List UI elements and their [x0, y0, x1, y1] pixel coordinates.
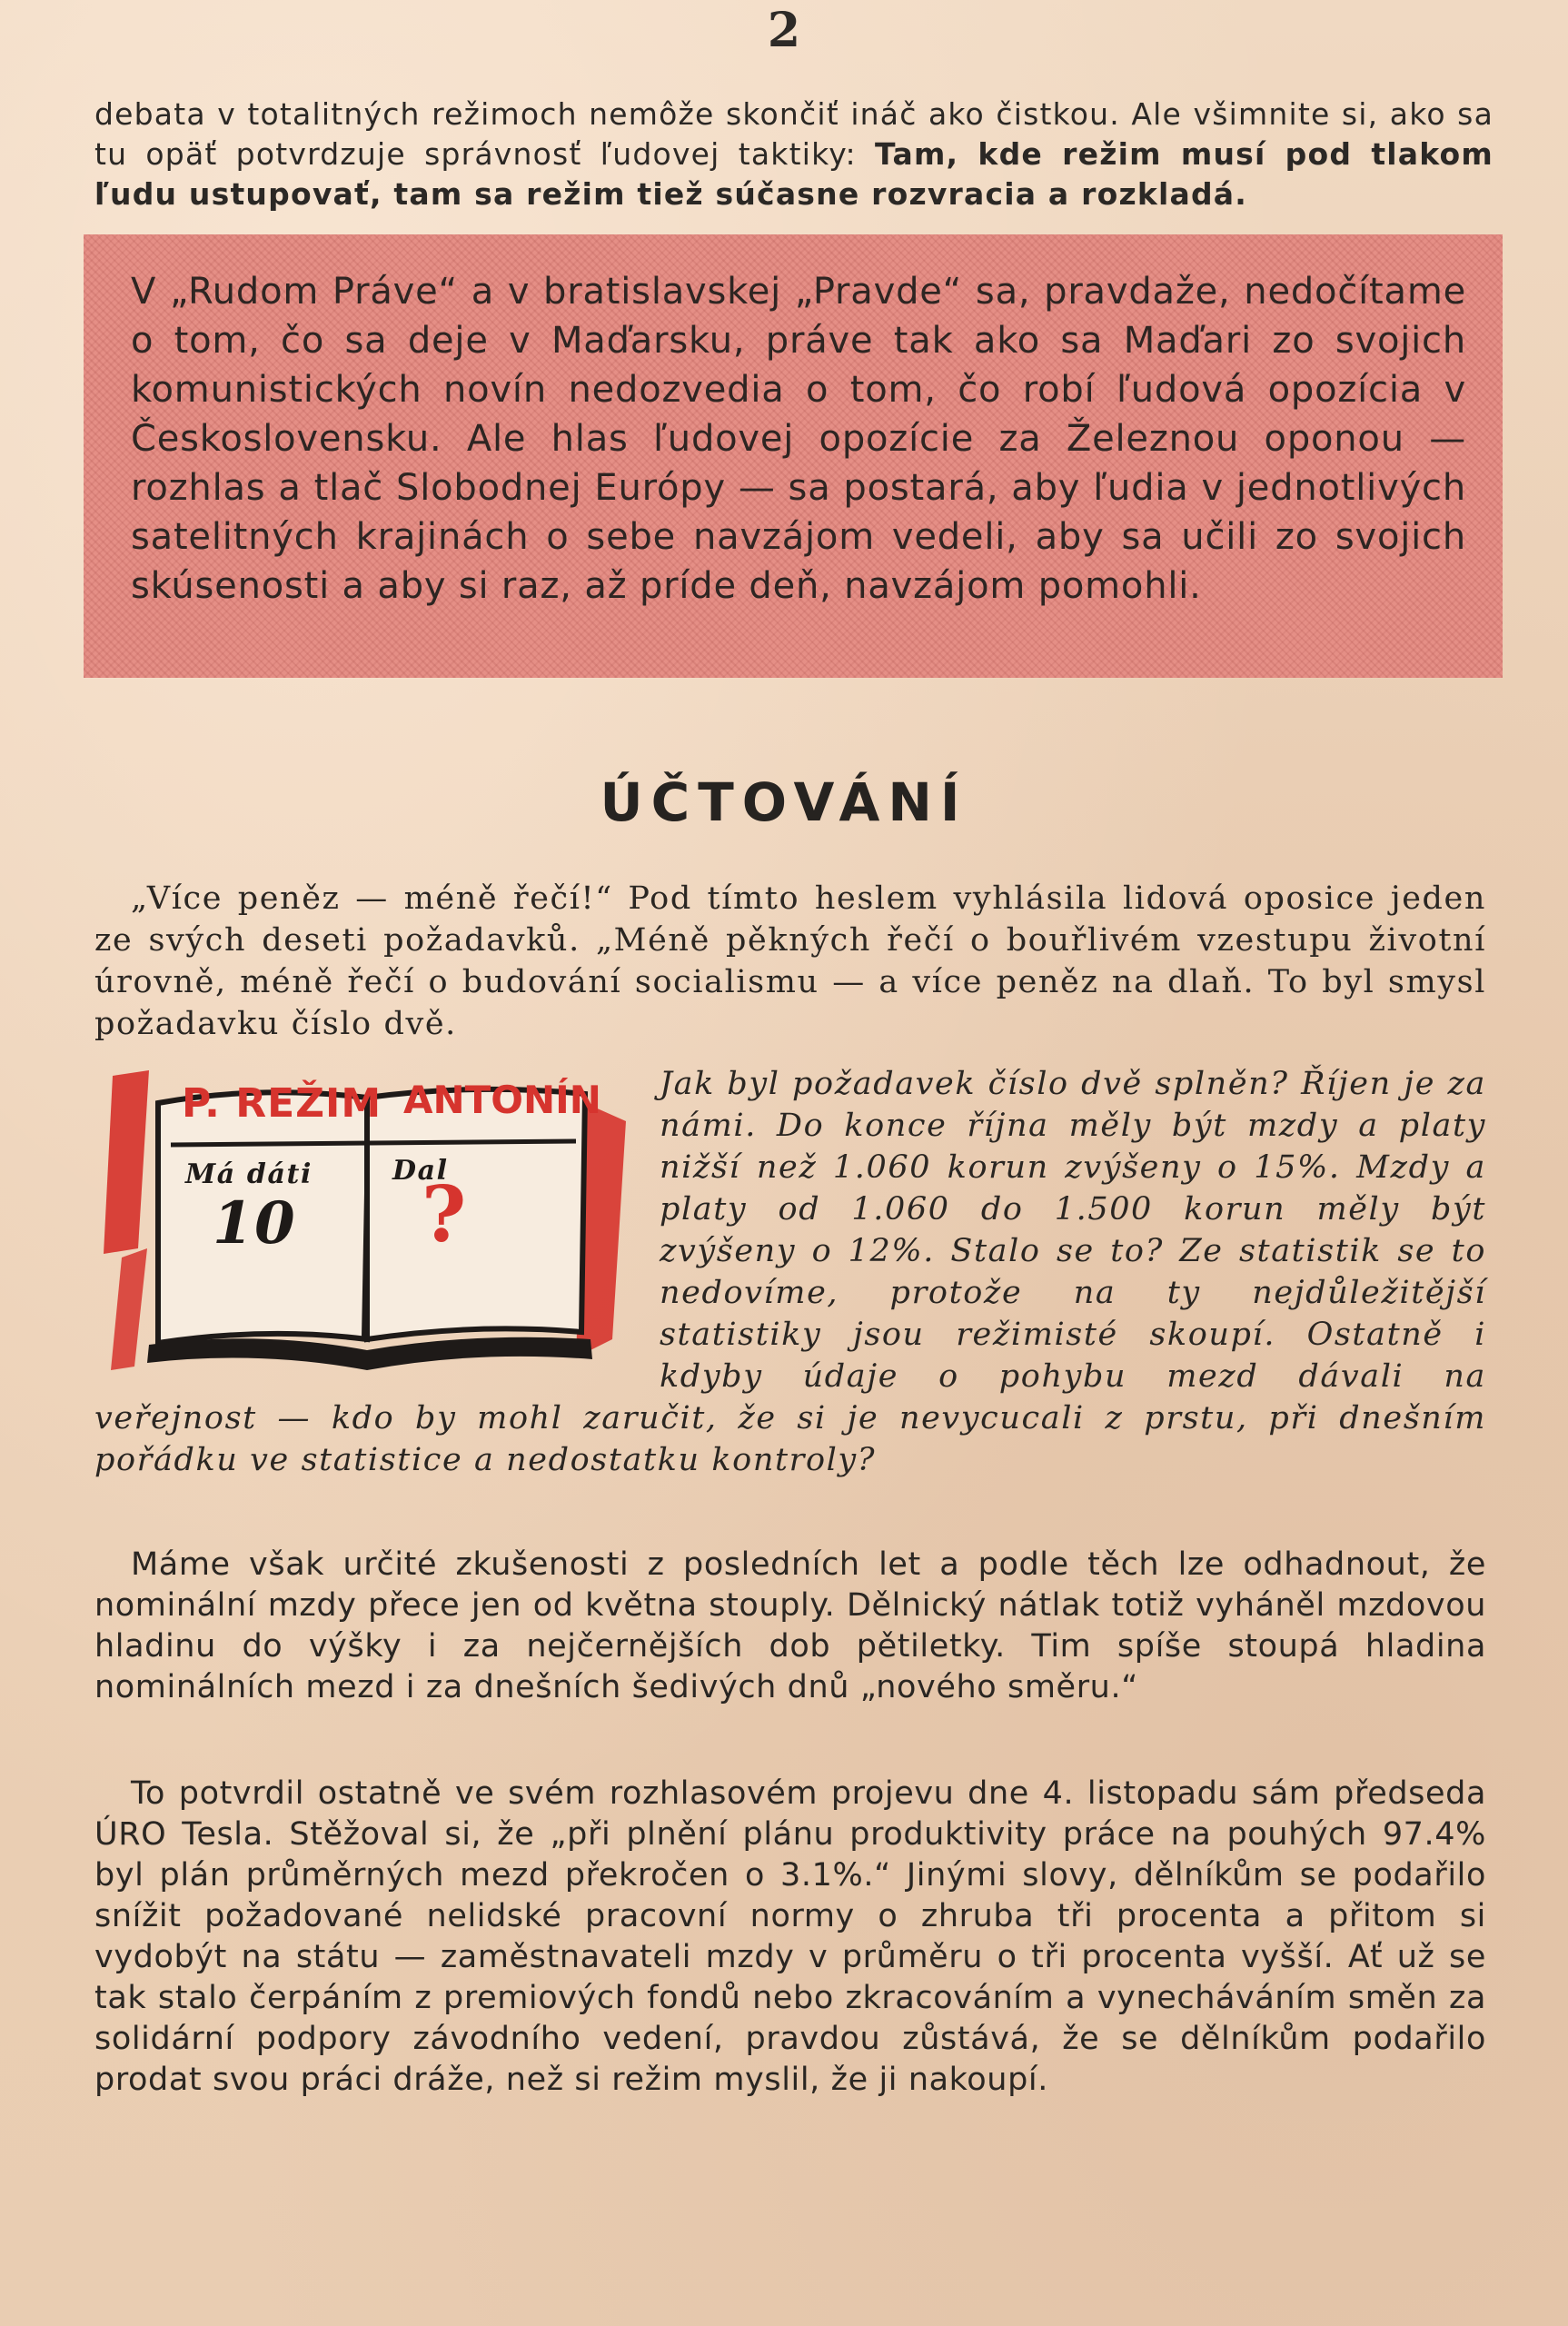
ledger-credit-value: ? [422, 1169, 468, 1259]
intro-text: debata v totalitných režimoch nemôže skončiť ináč ako čistkou. Ale všimnite si, ako sa tu opäť potvrdzuje správnosť ľudovej taktiky: [94, 96, 1494, 172]
section-title: ÚČTOVÁNÍ [600, 771, 968, 833]
intro-paragraph [94, 94, 1494, 214]
paragraph-4: To potvrdil ostatně ve svém rozhlasovém projevu dne 4. listopadu sám předseda ÚRO Tesla. Stěžoval si, že „při plnění plánu produktivity práce na pouhých 97.4% byl plán průměrných mezd překročen o 3.1%.“ Jinými slovy, dělníkům se podařilo snížit požadované nelidské pracovní normy o zhruba tři procenta a přitom si vydobýt na státu — zaměstnavateli mzdy v průměru o tři procenta vyšší. Ať už se tak stalo čerpáním z premiových fondů nebo zkracováním a vynecháváním směn za solidární podpory závodního vedení, pravdou zůstává, že se dělníkům podařilo prodat svou práci dráže, než si režim myslil, že ji nakoupí. [94, 1775, 1486, 2098]
ledger-header-right: ANTONÍN [403, 1078, 601, 1122]
paragraph-1: „Více peněz — méně řečí!“ Pod tímto heslem vyhlásila lidová oposice jeden ze svých deseti požadavků. „Méně pěkných řečí o bouřlivém vzestupu životní úrovně, méně řečí o budování socialismu — a více peněz na dlaň. To byl smysl požadavku číslo dvě. [94, 880, 1486, 1042]
italic-paragraph-text: Jak byl požadavek číslo dvě splněn? Říjen je za námi. Do konce října měly být mzdy a platy nižší než 1.060 korun zvýšeny o 15%. Mzdy a platy od 1.060 do 1.500 korun měly být zvýšeny o 12%. Stalo se to? Ze statistik se to nedovíme, protože na ty nejdůležitější statistiky jsou režimisté skoupí. Ostatně i kdyby údaje o pohybu mezd dávali na veřejnost — kdo by mohl zaručit, že si je nevycucali z prstu, při dnešním pořádku ve statistice a nedostatku kontroly? [94, 1066, 1486, 1478]
page-number: 2 [767, 3, 801, 58]
intro-bold-text: Tam, kde režim musí pod tlakom ľudu ustupovať, tam sa režim tiež súčasne rozvracia a rozkladá. [94, 136, 1494, 212]
paragraph-3: Máme však určité zkušenosti z posledních let a podle těch lze odhadnout, že nominální mzdy přece jen od května stouply. Dělnický nátlak totiž vyháněl mzdovou hladinu do výšky i za nejčernějších dob pětiletky. Tim spíše stoupá hladina nominálních mezd i za dnešních šedivých dnů „nového směru.“ [94, 1546, 1486, 1705]
ledger-header-left: P. REŽIM [182, 1080, 382, 1127]
highlight-box [84, 234, 1503, 678]
ledger-debit-value: 10 [213, 1189, 297, 1257]
highlight-box-text: V „Rudom Práve“ a v bratislavskej „Pravde“ sa, pravdaže, nedočítame o tom, čo sa deje v Maďarsku, práve tak ako sa Maďari zo svojich komunistických novín nedozvedia o tom, čo robí ľudová opozícia v Československu. Ale hlas ľudovej opozície za Železnou oponou — rozhlas a tlač Slobodnej Európy — sa postará, aby ľudia v jednotlivých satelitných krajinách o sebe navzájom vedeli, aby sa učili zo svojich skúsenosti a aby si raz, až príde deň, navzájom pomohli. [131, 271, 1466, 607]
ledger-credit-label: Dal [392, 1155, 449, 1187]
ledger-debit-label: Má dáti [185, 1158, 313, 1190]
ledger-illustration [94, 1067, 649, 1385]
italic-paragraph-block [94, 1063, 1486, 1481]
